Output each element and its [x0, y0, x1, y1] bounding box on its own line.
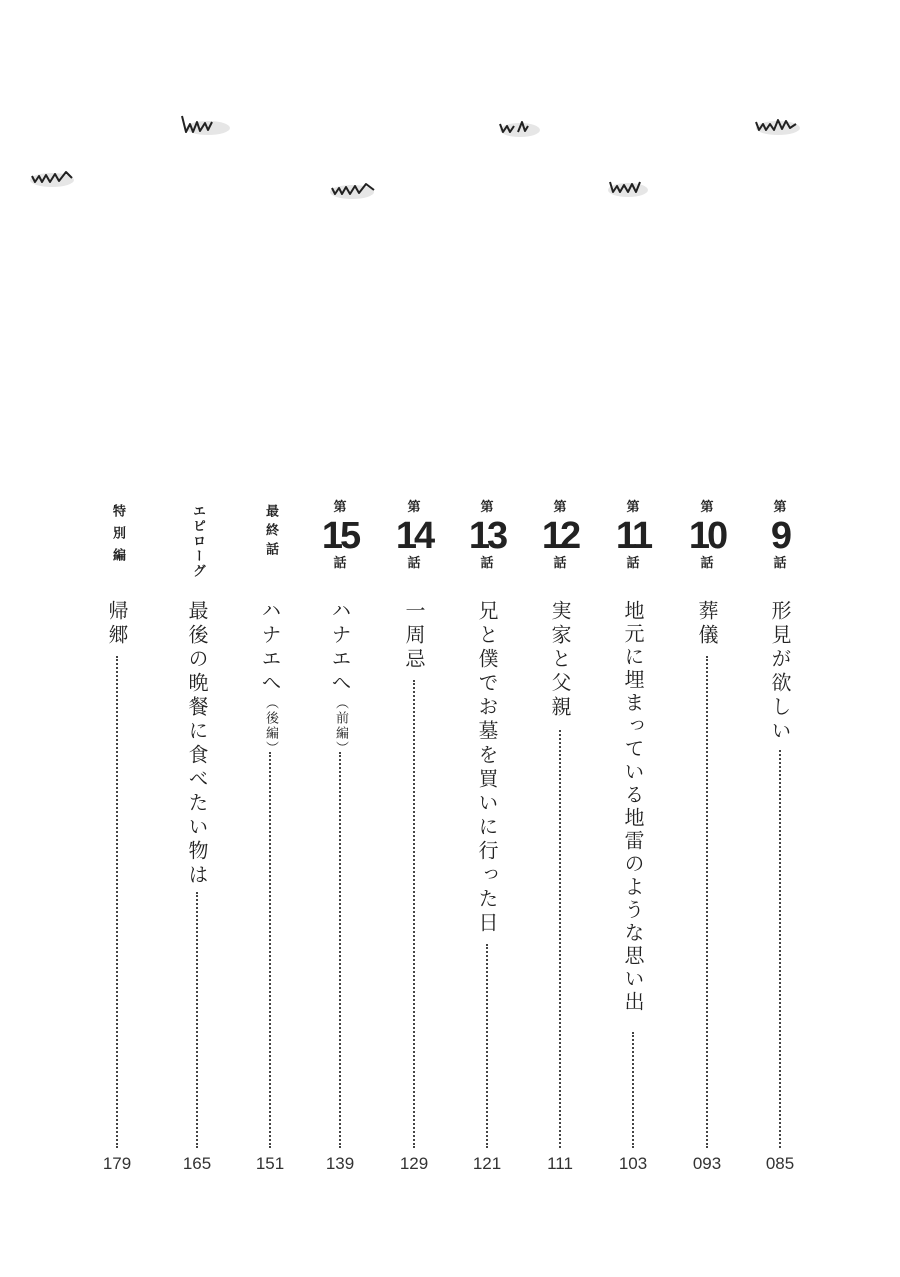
chapter-heading: [750, 500, 810, 578]
chapter-number: 14: [395, 515, 433, 557]
chapter-label-top: 第: [407, 500, 421, 515]
page-number: 121: [472, 1154, 502, 1173]
chapter-label-bottom: 話: [553, 556, 567, 571]
chapter-label-bottom: 話: [626, 556, 640, 571]
chapter-title: 兄と僕でお墓を買いに行った日: [475, 600, 499, 936]
chapter-label-bottom: 話: [700, 556, 714, 571]
chapter-label-top: 第: [553, 500, 567, 515]
chapter-title: 地元に埋まっている地雷のような思い出: [621, 600, 645, 1014]
page-number: 103: [618, 1154, 648, 1173]
chapter-label-top: 第: [626, 500, 640, 515]
chapter-heading: 特別編: [110, 504, 125, 570]
dot-leader: [706, 656, 708, 1148]
chapter-title: 葬儀: [695, 600, 719, 648]
toc-entry-chapter-12[interactable]: [530, 0, 590, 1277]
chapter-title: ハナエへ（後編）: [258, 600, 282, 756]
page-number: 085: [765, 1154, 795, 1173]
toc-entry-special-edition[interactable]: [87, 0, 147, 1277]
chapter-heading: [457, 500, 517, 578]
page-number: 129: [399, 1154, 429, 1173]
chapter-heading: エピローグ: [190, 504, 205, 579]
chapter-label-bottom: 話: [407, 556, 421, 571]
chapter-title: 帰郷: [105, 600, 129, 648]
chapter-number: 12: [541, 515, 579, 557]
chapter-heading: [603, 500, 663, 578]
toc-entry-chapter-10[interactable]: [677, 0, 737, 1277]
chapter-label-top: 第: [333, 500, 347, 515]
chapter-heading: [530, 500, 590, 578]
chapter-title: 形見が欲しい: [768, 600, 792, 744]
chapter-heading: 最終話: [263, 504, 278, 561]
dot-leader: [779, 750, 781, 1148]
toc-entry-epilogue[interactable]: [167, 0, 227, 1277]
chapter-number: 9: [770, 515, 790, 557]
dot-leader: [559, 730, 561, 1148]
dot-leader: [339, 752, 341, 1148]
chapter-number: 13: [468, 515, 506, 557]
page-number: 179: [102, 1154, 132, 1173]
dot-leader: [413, 680, 415, 1148]
toc-entry-chapter-15[interactable]: [310, 0, 370, 1277]
page-number: 093: [692, 1154, 722, 1173]
chapter-heading: [310, 500, 370, 578]
chapter-label-bottom: 話: [333, 556, 347, 571]
chapter-heading: [677, 500, 737, 578]
dot-leader: [269, 752, 271, 1148]
toc-entry-chapter-13[interactable]: [457, 0, 517, 1277]
grass-tuft-decoration: [24, 164, 84, 190]
chapter-subtitle: （後編）: [263, 696, 278, 756]
toc-entry-chapter-9[interactable]: [750, 0, 810, 1277]
page-number: 151: [255, 1154, 285, 1173]
chapter-title: ハナエへ（前編）: [328, 600, 352, 756]
chapter-title: 実家と父親: [548, 600, 572, 720]
chapter-label-top: 第: [480, 500, 494, 515]
chapter-label-top: 第: [700, 500, 714, 515]
chapter-subtitle: （前編）: [333, 696, 348, 756]
chapter-label-bottom: 話: [773, 556, 787, 571]
chapter-number: 11: [615, 515, 651, 557]
page-number: 111: [547, 1154, 573, 1173]
toc-entry-chapter-14[interactable]: [384, 0, 444, 1277]
toc-entry-chapter-11[interactable]: [603, 0, 663, 1277]
chapter-title: 一周忌: [402, 600, 426, 672]
chapter-heading: [384, 500, 444, 578]
chapter-number: 10: [688, 515, 726, 557]
dot-leader: [196, 892, 198, 1148]
page-number: 139: [325, 1154, 355, 1173]
chapter-title: 最後の晩餐に食べたい物は: [185, 600, 209, 888]
chapter-label-bottom: 話: [480, 556, 494, 571]
dot-leader: [486, 944, 488, 1148]
toc-entry-final-chapter[interactable]: [240, 0, 300, 1277]
dot-leader: [632, 1032, 634, 1148]
page-number: 165: [182, 1154, 212, 1173]
chapter-number: 15: [321, 515, 359, 557]
chapter-label-top: 第: [773, 500, 787, 515]
dot-leader: [116, 656, 118, 1148]
